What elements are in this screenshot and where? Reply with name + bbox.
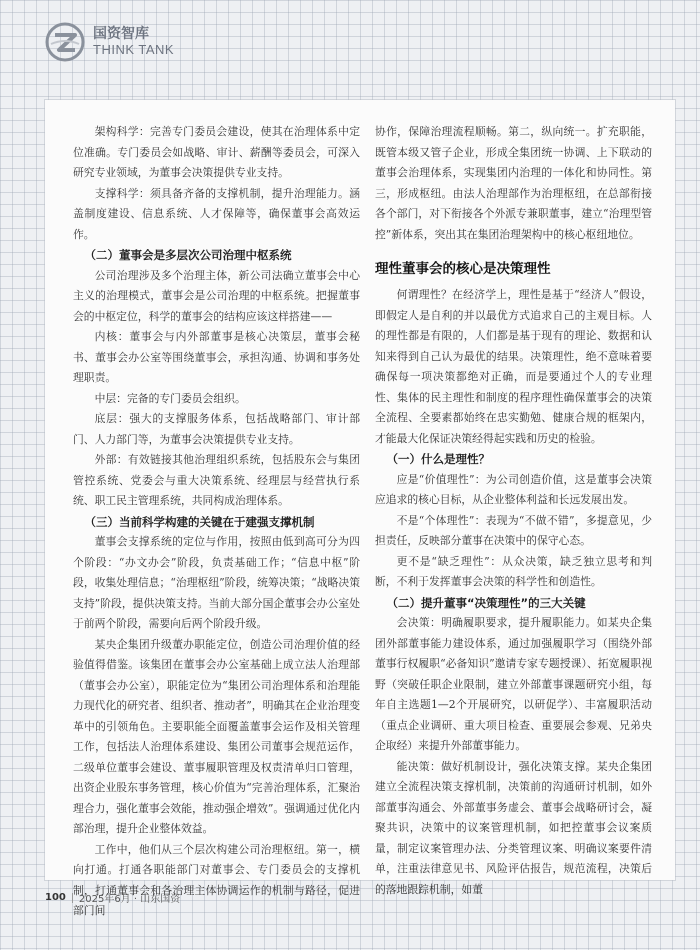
paragraph: 不是“个体理性”：表现为“不做不错”，多提意见，少担责任，反映部分董事在决策中的保守心态。 xyxy=(375,513,652,547)
brand-english-name: THINK TANK xyxy=(93,42,175,57)
paragraph: 底层：强大的支撑服务体系，包括战略部门、审计部门、人力部门等，为董事会决策提供专业支持。 xyxy=(73,412,360,446)
right-column xyxy=(375,122,652,900)
think-tank-logo-icon xyxy=(45,22,85,62)
footer-divider xyxy=(72,893,73,903)
issue-label: 2025年6月 · 山东国资 xyxy=(78,894,181,905)
paragraph: 应是“价值理性”：为公司创造价值，这是董事会决策应追求的核心目标，从企业整体利益和长远发展出发。 xyxy=(375,472,652,506)
brand-chinese-name: 国资智库 xyxy=(93,26,149,42)
subsection-heading: （一）什么是理性？ xyxy=(386,452,490,466)
paragraph: 中层：完备的专门委员会组织。 xyxy=(94,391,246,405)
paragraph: 架构科学：完善专门委员会建设，使其在治理体系中定位准确。专门委员会如战略、审计、薪酬等委员会，可深入研究专业领域，为董事会决策提供专业支持。 xyxy=(73,125,360,179)
paragraph: 协作，保障治理流程顺畅。第二，纵向统一。扩充职能，既管本级又管子企业，形成全集团统一协调、上下联动的董事会治理体系，实现集团内治理的一体化和协同性。第三，形成枢纽。由法人治理部作为治理枢纽，在总部衔接各个部门，对下衔接各个外派专兼职董事，建立“治理型管控”新体系，突出其在集团治理架构中的核心枢纽地位。 xyxy=(375,125,652,241)
brand xyxy=(93,26,174,58)
paragraph: 何谓理性？在经济学上，理性是基于“经济人”假设，即假定人是自利的并以最优方式追求自己的主观目标。人的理性都是有限的，人们都是基于现有的理论、数据和认知来得到自己认为最优的结果。决策理性，绝不意味着要确保每一项决策都绝对正确，而是要通过个人的专业理性、集体的民主理性和制度的程序理性确保董事会的决策全流程、全要素都始终在忠实勤勉、健康合规的框架内，才能最大化保证决策经得起实践和历史的检验。 xyxy=(375,288,652,445)
paragraph: 能决策：做好机制设计，强化决策支撑。某央企集团建立全流程决策支撑机制，决策前的沟通研讨机制，如外部董事沟通会、外部董事务虚会、董事会战略研讨会，凝聚共识，决策中的议案管理机制，如把控董事会议案质量，制定议案管理办法、分类管理议案、明确议案要件清单，注重法律意见书、风险评估报告，规范流程，决策后的落地跟踪机制，如董 xyxy=(375,759,652,896)
subsection-heading: （二）董事会是多层次公司治理中枢系统 xyxy=(84,248,292,262)
section-heading: 理性董事会的核心是决策理性 xyxy=(375,261,551,277)
subsection-heading: （二）提升董事“决策理性”的三大关键 xyxy=(386,595,586,610)
header xyxy=(45,18,174,66)
paragraph: 工作中，他们从三个层次构建公司治理枢纽。第一，横向打通。打通各职能部门对董事会、专门委员会的支撑机制，打通董事会和各治理主体协调运作的机制与路径，促进部门间 xyxy=(73,842,360,917)
paragraph: 公司治理涉及多个治理主体，新公司法确立董事会中心主义的治理模式，董事会是公司治理的中枢系统。把握董事会的中枢定位，科学的董事会的结构应该这样搭建—— xyxy=(73,268,360,323)
footer xyxy=(45,890,180,905)
paragraph: 董事会支撑系统的定位与作用，按照由低到高可分为四个阶段：“办文办会”阶段，负责基础工作；“信息中枢”阶段，收集处理信息；“治理枢纽”阶段，统筹决策；“战略决策支持”阶段，提供决策支持。当前大部分国企董事会办公室处于前两个阶段，需要向后两个阶段升级。 xyxy=(73,535,360,630)
subsection-heading: （三）当前科学构建的关键在于建强支撑机制 xyxy=(84,514,315,529)
left-column xyxy=(73,122,360,922)
paragraph: 内核：董事会与内外部董事是核心决策层，董事会秘书、董事会办公室等围绕董事会，承担沟通、协调和事务处理职责。 xyxy=(73,330,360,384)
paragraph: 会决策：明确履职要求，提升履职能力。如某央企集团外部董事能力建设体系，通过加强履职学习（围绕外部董事行权履职“必备知识”邀请专家专题授课）、拓宽履职视野（突破任职企业限制，建立外部董事课题研究小组，每年自主选题1—2个开展研究，以研促学）、丰富履职活动（重点企业调研、重大项目检查、重要展会参观、兄弟央企取经）来提升外部董事能力。 xyxy=(375,616,652,752)
paragraph: 某央企集团升级董办职能定位，创造公司治理价值的经验值得借鉴。该集团在董事会办公室基础上成立法人治理部（董事会办公室），职能定位为“集团公司治理体系和治理能力现代化的研究者、组织者、推动者”，明确其在企业治理变革中的引领角色。主要职能全面覆盖董事会运作及相关管理工作，包括法人治理体系建设、集团公司董事会规范运作，二级单位董事会建设、董事履职管理及权责清单归口管理，出资企业股东事务管理，核心价值为“完善治理体系，汇聚治理合力，强化董事会效能，推动强企增效”。强调通过优化内部治理，提升企业整体效益。 xyxy=(73,637,360,835)
paragraph: 外部：有效链接其他治理组织系统，包括股东会与集团管控系统、党委会与重大决策系统、经理层与经营执行系统、职工民主管理系统，共同构成治理体系。 xyxy=(73,453,360,507)
paragraph: 更不是“缺乏理性”：从众决策，缺乏独立思考和判断，不利于发挥董事会决策的科学性和创造性。 xyxy=(375,554,652,588)
page-number: 100 xyxy=(45,892,66,903)
paragraph: 支撑科学：须具备齐备的支撑机制，提升治理能力。涵盖制度建设、信息系统、人才保障等，确保董事会高效运作。 xyxy=(73,186,360,241)
